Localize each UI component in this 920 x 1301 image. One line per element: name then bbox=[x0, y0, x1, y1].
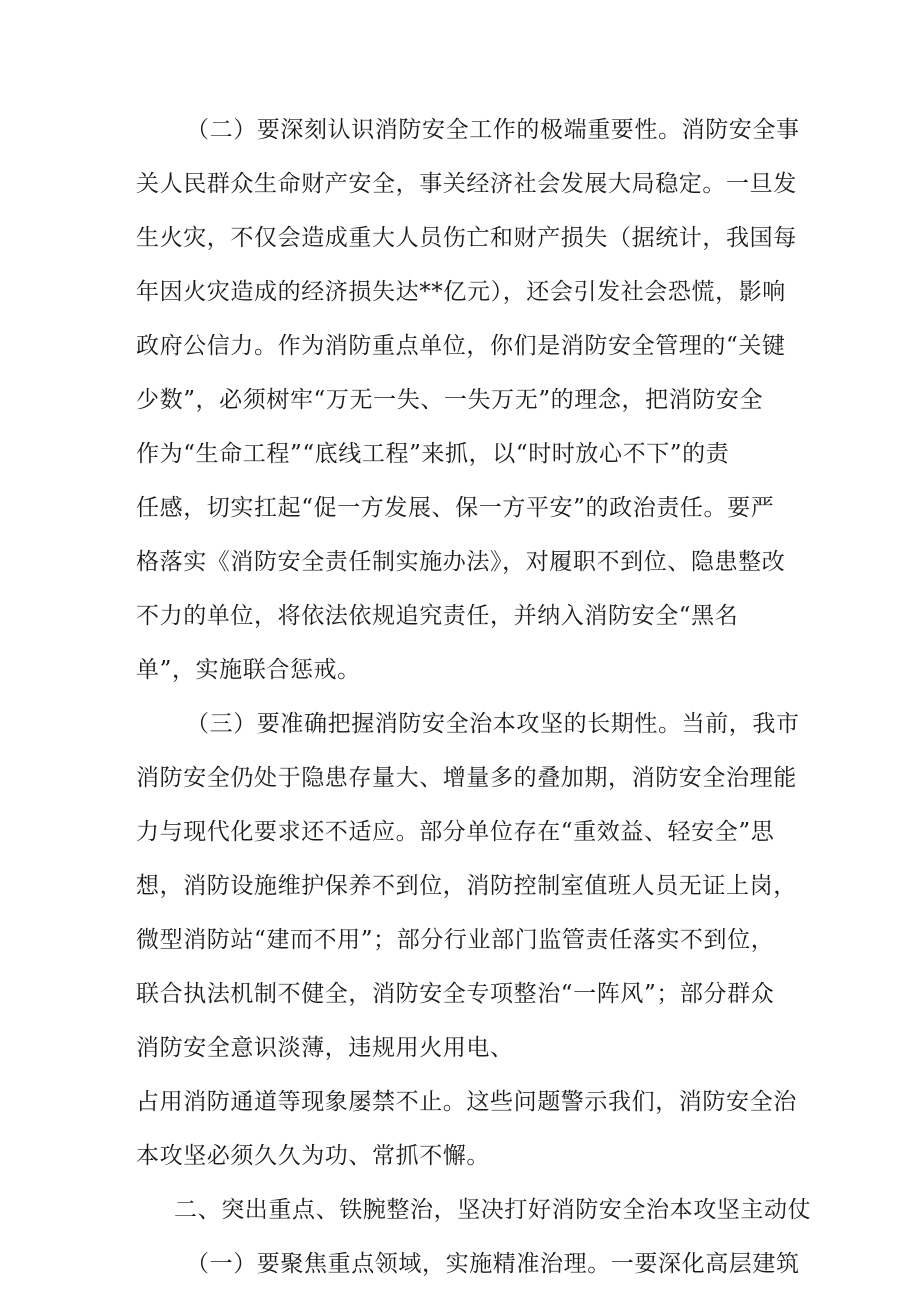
text-line: 消防安全意识淡薄，违规用火用电、 bbox=[136, 1035, 514, 1061]
text-line: 想，消防设施维护保养不到位，消防控制室值班人员无证上岗， bbox=[136, 873, 797, 899]
text-line: 关人民群众生命财产安全，事关经济社会发展大局稳定。一旦发 bbox=[136, 171, 797, 197]
text-line: 格落实《消防安全责任制实施办法》，对履职不到位、隐患整改 bbox=[136, 549, 786, 575]
text-line: 力与现代化要求还不适应。部分单位存在“重效益、轻安全”思 bbox=[136, 819, 775, 845]
text-line: 作为“生命工程”“底线工程”来抓，以“时时放心不下”的责 bbox=[136, 441, 730, 467]
text-line: 本攻坚必须久久为功、常抓不懈。 bbox=[136, 1143, 490, 1169]
text-line: 少数”，必须树牢“万无一失、一失万无”的理念，把消防安全 bbox=[136, 387, 764, 413]
text-line: 政府公信力。作为消防重点单位，你们是消防安全管理的“关键 bbox=[136, 333, 786, 359]
text-line: 年因火灾造成的经济损失达**亿元），还会引发社会恐慌，影响 bbox=[136, 279, 786, 305]
section-heading: 二、突出重点、铁腕整治，坚决打好消防安全治本攻坚主动仗 bbox=[174, 1197, 812, 1223]
subsection-heading-line: （一）要聚焦重点领域，实施精准治理。一要深化高层建筑 bbox=[186, 1251, 800, 1277]
paragraph-2-heading-line: （二）要深刻认识消防安全工作的极端重要性。消防安全事 bbox=[186, 117, 800, 143]
text-line: 占用消防通道等现象屡禁不止。这些问题警示我们，消防安全治 bbox=[136, 1089, 797, 1115]
text-line: 微型消防站“建而不用”；部分行业部门监管责任落实不到位， bbox=[136, 927, 775, 953]
text-line: 生火灾，不仅会造成重大人员伤亡和财产损失（据统计，我国每 bbox=[136, 225, 797, 251]
text-line: 任感，切实扛起“促一方发展、保一方平安”的政治责任。要严 bbox=[136, 495, 775, 521]
text-line: 不力的单位，将依法依规追究责任，并纳入消防安全“黑名 bbox=[136, 603, 739, 629]
text-line: 单”，实施联合惩戒。 bbox=[136, 657, 361, 683]
paragraph-3-heading-line: （三）要准确把握消防安全治本攻坚的长期性。当前，我市 bbox=[186, 711, 800, 737]
text-line: 联合执法机制不健全，消防安全专项整治“一阵风”；部分群众 bbox=[136, 981, 775, 1007]
text-line: 消防安全仍处于隐患存量大、增量多的叠加期，消防安全治理能 bbox=[136, 765, 797, 791]
